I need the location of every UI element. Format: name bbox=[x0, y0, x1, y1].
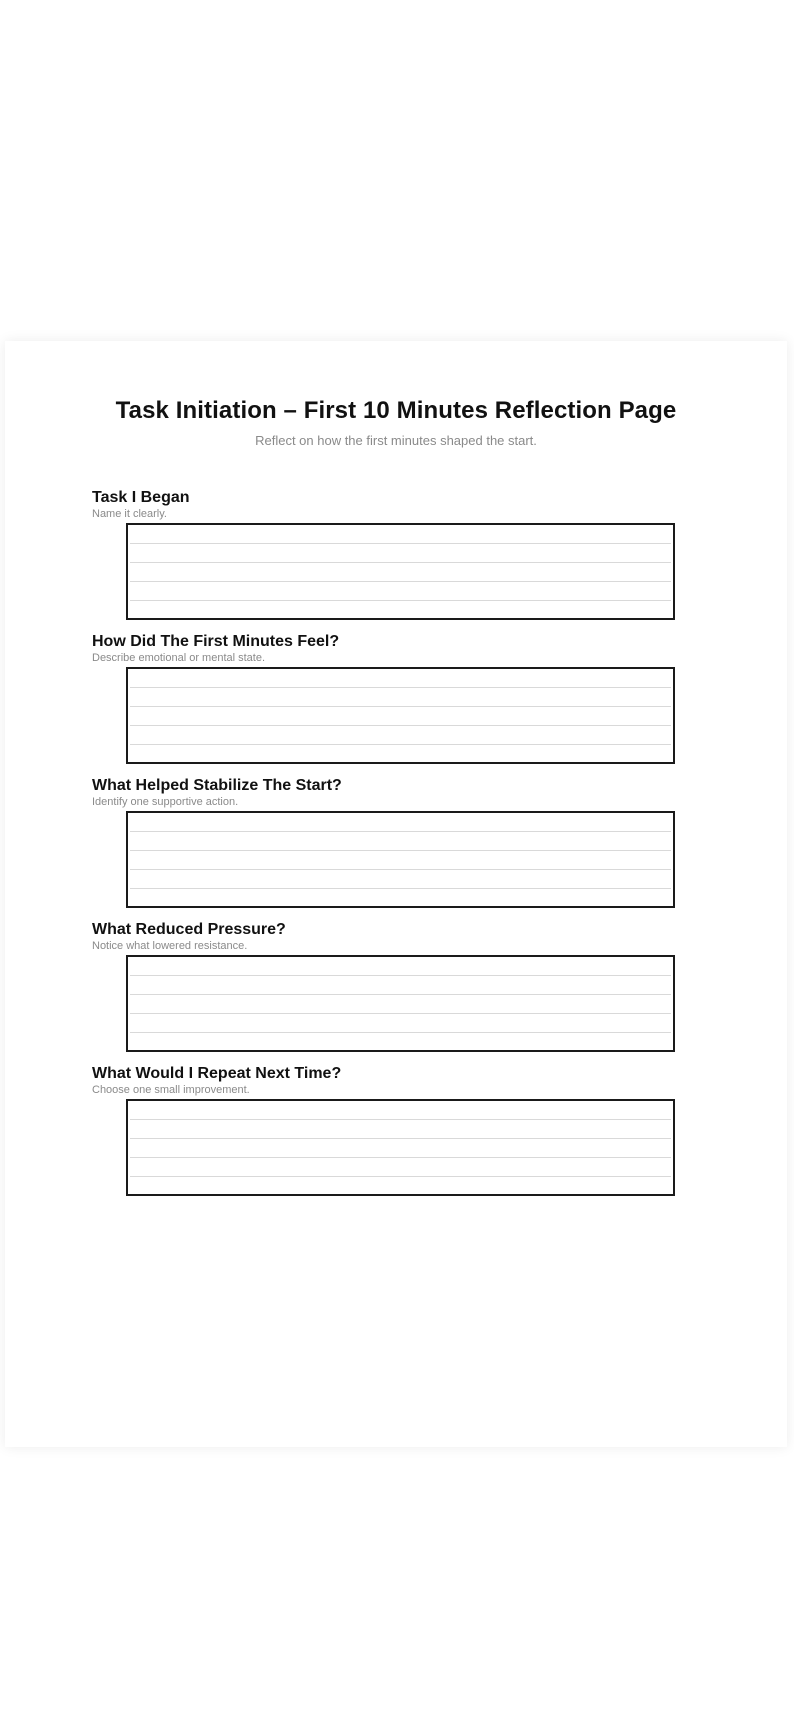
writing-line bbox=[130, 1032, 671, 1033]
writing-line bbox=[130, 888, 671, 889]
section-hint: Notice what lowered resistance. bbox=[92, 940, 248, 952]
section-title: What Helped Stabilize The Start? bbox=[92, 777, 342, 794]
writing-line bbox=[130, 1157, 671, 1158]
section-title: Task I Began bbox=[92, 489, 190, 506]
document-page bbox=[5, 341, 787, 1447]
writing-line bbox=[130, 543, 671, 544]
section-reduced-pressure bbox=[92, 920, 712, 953]
writing-line bbox=[130, 600, 671, 601]
section-hint: Describe emotional or mental state. bbox=[92, 652, 266, 664]
writing-line bbox=[130, 994, 671, 995]
writing-line bbox=[130, 687, 671, 688]
writing-line bbox=[130, 725, 671, 726]
writing-line bbox=[130, 869, 671, 870]
writing-box[interactable] bbox=[126, 667, 675, 764]
section-repeat-next-time bbox=[92, 1064, 712, 1097]
writing-line bbox=[130, 706, 671, 707]
writing-line bbox=[130, 850, 671, 851]
page-subtitle: Reflect on how the first minutes shaped the start. bbox=[255, 433, 537, 448]
writing-line bbox=[130, 1013, 671, 1014]
writing-box[interactable] bbox=[126, 1099, 675, 1196]
section-hint: Name it clearly. bbox=[92, 508, 167, 520]
section-first-minutes-feel bbox=[92, 632, 712, 665]
writing-line bbox=[130, 562, 671, 563]
writing-line bbox=[130, 1138, 671, 1139]
section-task-i-began bbox=[92, 488, 712, 521]
page-title: Task Initiation – First 10 Minutes Reflection Page bbox=[115, 397, 677, 424]
section-hint: Identify one supportive action. bbox=[92, 796, 239, 808]
writing-line bbox=[130, 581, 671, 582]
writing-line bbox=[130, 975, 671, 976]
writing-box[interactable] bbox=[126, 955, 675, 1052]
section-title: What Would I Repeat Next Time? bbox=[92, 1065, 342, 1082]
section-hint: Choose one small improvement. bbox=[92, 1084, 250, 1096]
writing-box[interactable] bbox=[126, 523, 675, 620]
writing-line bbox=[130, 831, 671, 832]
writing-box[interactable] bbox=[126, 811, 675, 908]
section-title: How Did The First Minutes Feel? bbox=[92, 633, 340, 650]
writing-line bbox=[130, 744, 671, 745]
section-stabilize-start bbox=[92, 776, 712, 809]
section-title: What Reduced Pressure? bbox=[92, 921, 286, 938]
writing-line bbox=[130, 1176, 671, 1177]
writing-line bbox=[130, 1119, 671, 1120]
